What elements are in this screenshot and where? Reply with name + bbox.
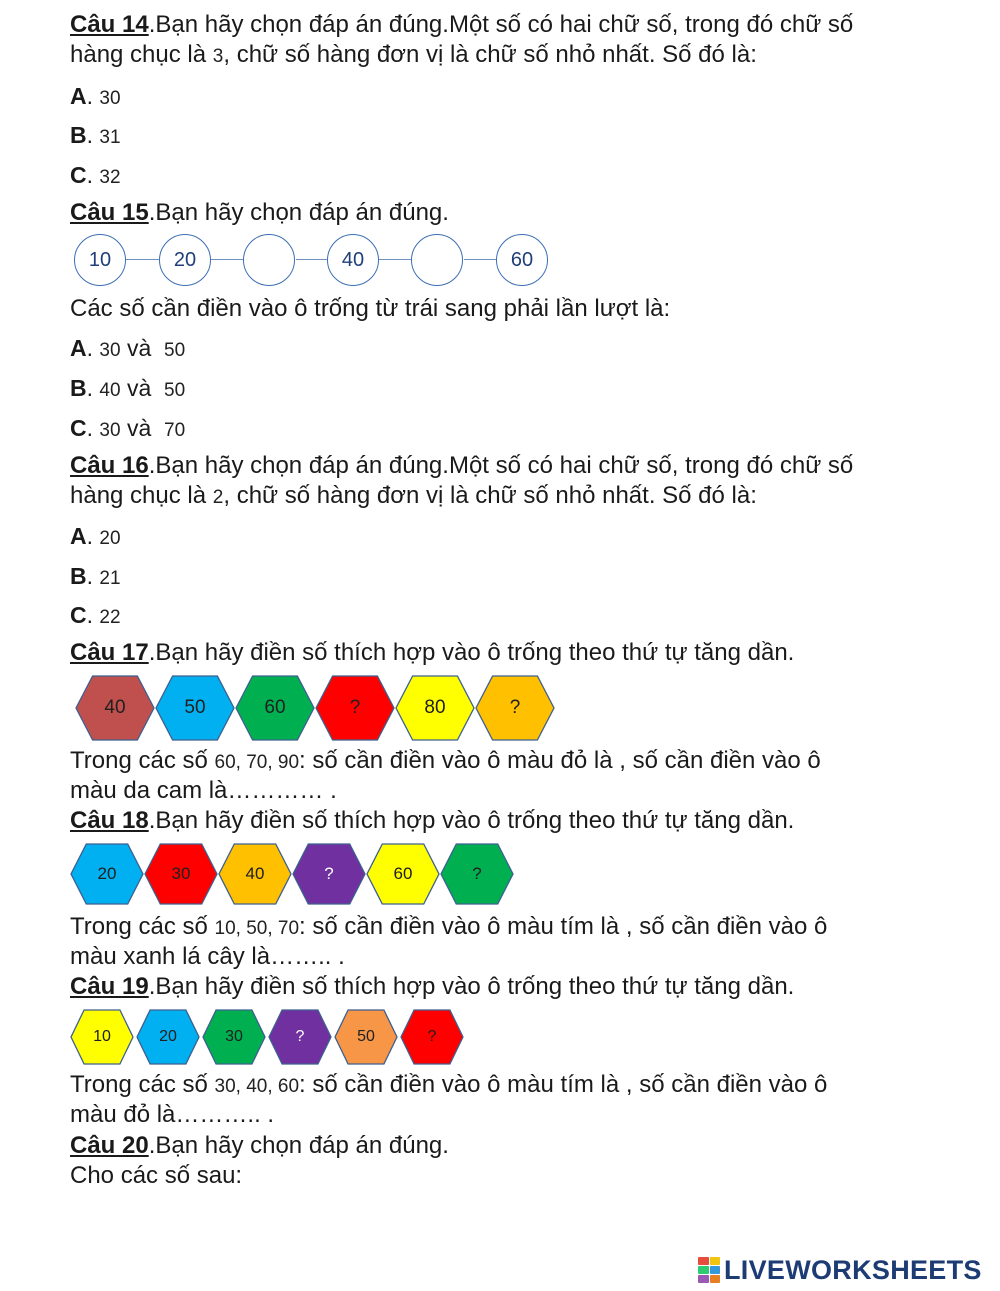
option-and: và	[126, 335, 152, 361]
option-and: và	[126, 375, 152, 401]
q17-hexagon-4[interactable]	[315, 675, 395, 741]
q19-title	[70, 972, 794, 1002]
hexagon-label: ?	[509, 697, 521, 718]
q18-title	[70, 806, 794, 836]
q19-text-a: Trong các số	[70, 1071, 215, 1098]
q16-option-b[interactable]: B. 21	[70, 563, 121, 589]
q20-title	[70, 1131, 449, 1161]
q14-title	[70, 10, 853, 40]
q17-hexagon-5	[395, 675, 475, 741]
q16-number: Câu 16	[70, 452, 149, 479]
hexagon-label: 20	[159, 1028, 177, 1045]
hexagon-label: 30	[171, 864, 191, 883]
q18-number-choices: 10, 50, 70	[214, 918, 300, 939]
hexagon-label: ?	[295, 1028, 305, 1045]
option-letter: C	[70, 602, 87, 628]
q18-hexagon-4[interactable]	[292, 843, 366, 905]
q19-hexagon-3	[202, 1009, 266, 1065]
option-value: 50	[164, 380, 186, 401]
q15-number: Câu 15	[70, 199, 149, 226]
q17-line1: .Bạn hãy điền số thích hợp vào ô trống theo thứ tự tăng dần.	[148, 639, 795, 666]
q16-line1: .Bạn hãy chọn đáp án đúng.Một số có hai chữ số, trong đó chữ số	[148, 452, 854, 479]
hexagon-label: 50	[184, 697, 206, 718]
connector-line	[296, 259, 327, 260]
q15-line1: .Bạn hãy chọn đáp án đúng.	[148, 199, 449, 226]
option-and: và	[126, 415, 152, 441]
q19-hexagon-4[interactable]	[268, 1009, 332, 1065]
q14-line2-b: , chữ số hàng đơn vị là chữ số nhỏ nhất. Số đó là:	[223, 41, 757, 68]
option-letter: C	[70, 415, 87, 441]
q17-hexagon-6[interactable]	[475, 675, 555, 741]
q18-hexagon-6[interactable]	[440, 843, 514, 905]
hexagon-label: ?	[427, 1028, 437, 1045]
q16-line2-b: , chữ số hàng đơn vị là chữ số nhỏ nhất. Số đó là:	[223, 482, 757, 509]
q17-number: Câu 17	[70, 639, 149, 666]
connector-line	[211, 259, 243, 260]
hexagon-label: 60	[264, 697, 286, 718]
q16-line2	[70, 481, 757, 513]
q17-number-choices: 60, 70, 90	[214, 752, 300, 773]
q16-option-a[interactable]: A. 20	[70, 523, 121, 549]
q14-option-b[interactable]: B. 31	[70, 122, 121, 148]
q17-hexagon-3	[235, 675, 315, 741]
option-letter: B	[70, 563, 87, 589]
q20-line2: Cho các số sau:	[70, 1162, 243, 1189]
q19-hexagon-row	[70, 1009, 470, 1065]
option-value: 20	[99, 528, 121, 549]
sequence-circle-blank[interactable]	[243, 234, 295, 286]
q18-line2: màu xanh lá cây là…….. .	[70, 943, 345, 970]
q14-tens-digit: 3	[212, 46, 224, 67]
connector-line	[126, 259, 159, 260]
q15-prompt: Các số cần điền vào ô trống từ trái sang phải lần lượt là:	[70, 295, 671, 322]
connector-line	[379, 259, 411, 260]
q16-line2-a: hàng chục là	[70, 482, 213, 509]
sequence-circle-blank[interactable]	[411, 234, 463, 286]
option-value: 22	[99, 607, 121, 628]
q19-text-b: : số cần điền vào ô màu tím là , số cần điền vào ô	[299, 1071, 828, 1098]
logo-square	[710, 1257, 721, 1265]
hexagon-label: 80	[424, 697, 446, 718]
q18-text	[70, 912, 827, 944]
option-value: 40	[99, 380, 121, 401]
liveworksheets-logo-icon	[698, 1257, 720, 1283]
option-value: 30	[99, 340, 121, 361]
option-value: 31	[99, 127, 121, 148]
sequence-circle: 40	[327, 234, 379, 286]
q18-hexagon-row	[70, 843, 520, 905]
q15-number-sequence	[70, 232, 570, 288]
logo-square	[698, 1275, 709, 1283]
q19-number: Câu 19	[70, 973, 149, 1000]
q14-option-a[interactable]: A. 30	[70, 83, 121, 109]
hexagon-label: ?	[349, 697, 361, 718]
logo-square	[698, 1266, 709, 1274]
option-letter: A	[70, 335, 87, 361]
q19-hexagon-5	[334, 1009, 398, 1065]
q17-hexagon-row	[75, 675, 555, 741]
q14-line2-a: hàng chục là	[70, 41, 213, 68]
hexagon-label: 30	[225, 1028, 243, 1045]
option-value: 50	[164, 340, 186, 361]
q14-line1: .Bạn hãy chọn đáp án đúng.Một số có hai chữ số, trong đó chữ số	[148, 11, 854, 38]
q19-hexagon-6[interactable]	[400, 1009, 464, 1065]
sequence-circle: 60	[496, 234, 548, 286]
q14-line2	[70, 40, 757, 72]
q17-hexagon-1	[75, 675, 155, 741]
q15-option-a[interactable]: A. 30 và 50	[70, 335, 186, 361]
q18-hexagon-2	[144, 843, 218, 905]
hexagon-label: ?	[472, 864, 482, 883]
q17-text	[70, 746, 821, 778]
q18-hexagon-3	[218, 843, 292, 905]
option-value: 70	[164, 420, 186, 441]
q15-option-c[interactable]: C. 30 và 70	[70, 415, 186, 441]
q18-hexagon-1	[70, 843, 144, 905]
q20-line1: .Bạn hãy chọn đáp án đúng.	[148, 1132, 449, 1159]
liveworksheets-logo-text: LIVEWORKSHEETS	[724, 1254, 982, 1285]
logo-square	[710, 1266, 721, 1274]
option-letter: A	[70, 523, 87, 549]
option-letter: B	[70, 122, 87, 148]
q18-hexagon-5	[366, 843, 440, 905]
connector-line	[464, 259, 496, 260]
q19-line2: màu đỏ là……….. .	[70, 1101, 275, 1128]
q18-number: Câu 18	[70, 807, 149, 834]
q17-text-a: Trong các số	[70, 747, 215, 774]
q18-text-b: : số cần điền vào ô màu tím là , số cần điền vào ô	[299, 913, 828, 940]
q15-option-b[interactable]: B. 40 và 50	[70, 375, 186, 401]
q17-hexagon-2	[155, 675, 235, 741]
hexagon-label: 40	[245, 864, 265, 883]
option-letter: A	[70, 83, 87, 109]
q14-number: Câu 14	[70, 11, 149, 38]
hexagon-label: ?	[324, 864, 334, 883]
hexagon-label: 20	[97, 864, 117, 883]
liveworksheets-logo	[698, 1252, 982, 1288]
q20-number: Câu 20	[70, 1132, 149, 1159]
sequence-circle: 10	[74, 234, 126, 286]
hexagon-label: 60	[393, 864, 413, 883]
q14-option-c[interactable]: C. 32	[70, 162, 121, 188]
option-value: 21	[99, 568, 121, 589]
hexagon-label: 50	[357, 1028, 375, 1045]
q15-title	[70, 198, 449, 228]
q16-title	[70, 451, 853, 481]
option-value: 32	[99, 167, 121, 188]
q17-title	[70, 638, 794, 668]
q19-number-choices: 30, 40, 60	[214, 1076, 300, 1097]
option-value: 30	[99, 88, 121, 109]
q19-text	[70, 1070, 827, 1102]
hexagon-label: 10	[93, 1028, 111, 1045]
option-letter: B	[70, 375, 87, 401]
option-value: 30	[99, 420, 121, 441]
q17-line2: màu da cam là………… .	[70, 777, 337, 804]
q19-hexagon-1	[70, 1009, 134, 1065]
q17-text-b: : số cần điền vào ô màu đỏ là , số cần điền vào ô	[299, 747, 821, 774]
hexagon-label: 40	[104, 697, 126, 718]
q19-hexagon-2	[136, 1009, 200, 1065]
logo-square	[698, 1257, 709, 1265]
q16-option-c[interactable]: C. 22	[70, 602, 121, 628]
option-letter: C	[70, 162, 87, 188]
sequence-circle: 20	[159, 234, 211, 286]
q16-tens-digit: 2	[212, 487, 224, 508]
q19-line1: .Bạn hãy điền số thích hợp vào ô trống theo thứ tự tăng dần.	[148, 973, 795, 1000]
q18-line1: .Bạn hãy điền số thích hợp vào ô trống theo thứ tự tăng dần.	[148, 807, 795, 834]
logo-square	[710, 1275, 721, 1283]
q18-text-a: Trong các số	[70, 913, 215, 940]
